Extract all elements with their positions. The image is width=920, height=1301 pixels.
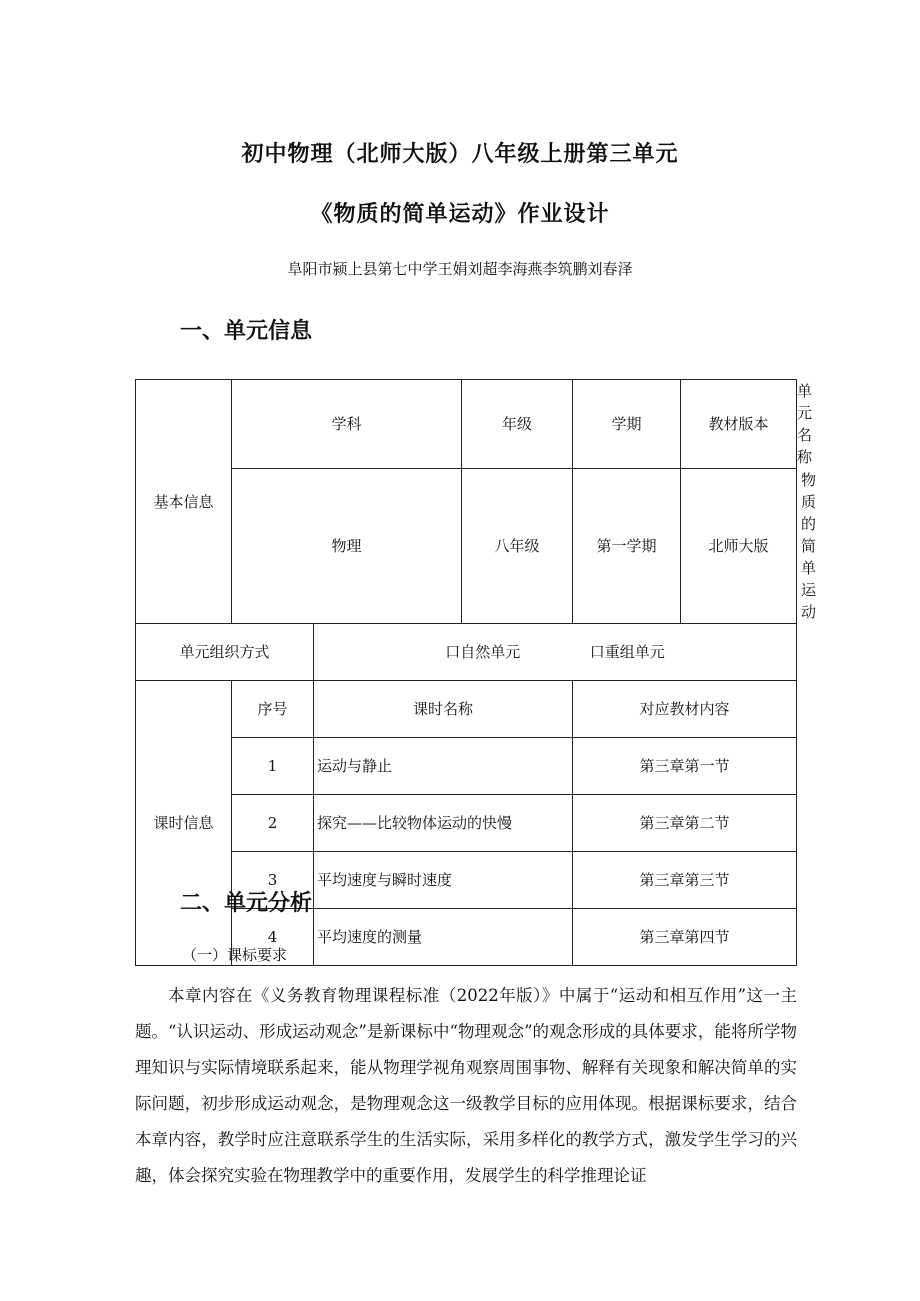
- lesson-content: 第三章第一节: [573, 738, 797, 795]
- section-heading-unit-analysis: 二、单元分析: [180, 891, 313, 916]
- authors-line: 阜阳市颍上县第七中学王娟刘超李海燕李筑鹏刘春泽: [287, 260, 633, 278]
- lesson-name: 探究——比较物体运动的快慢: [314, 795, 573, 852]
- org-method-label: 单元组织方式: [136, 624, 314, 681]
- subsection-heading: （一）课标要求: [182, 946, 288, 964]
- value-cell-subject: 物理: [232, 469, 462, 624]
- header-cell-subject: 学科: [232, 380, 462, 469]
- lesson-name: 运动与静止: [314, 738, 573, 795]
- option-natural-unit[interactable]: 口自然单元: [445, 643, 521, 661]
- lesson-name: 平均速度的测量: [314, 909, 573, 966]
- org-method-options: [314, 624, 797, 681]
- lesson-no: 4: [232, 909, 314, 966]
- section-heading-unit-info: 一、单元信息: [180, 319, 313, 344]
- lesson-no: 3: [232, 852, 314, 909]
- option-regroup-unit[interactable]: 口重组单元: [589, 643, 665, 661]
- lesson-no: 1: [232, 738, 314, 795]
- lesson-header-content: 对应教材内容: [573, 681, 797, 738]
- lesson-header-name: 课时名称: [314, 681, 573, 738]
- lesson-info-label: 课时信息: [136, 681, 232, 966]
- unit-info-table: 基本信息 学科 年级 学期 教材版本 单元名称 物理 八年级 第一学期 北师大版 物质的简单运动 单元组织方式 口自然单元 口重组单元 课时信息 序号 课时名称 对应教材内容 1 运动与静止 第三章第一节 2 探究——比较物体运动的快慢 第三章第二节 3 平均速度与瞬时速度 第三章第三节 4 平均速度的测量 第三章第四节: [135, 379, 797, 966]
- lesson-name: 平均速度与瞬时速度: [314, 852, 573, 909]
- lesson-content: 第三章第二节: [573, 795, 797, 852]
- header-cell-grade: 年级: [462, 380, 573, 469]
- body-paragraph: 本章内容在《义务教育物理课程标准（2022年版）》中属于“运动和相互作用”这一主题。“认识运动、形成运动观念”是新课标中“物理观念”的观念形成的具体要求，能将所学物理知识与实际情境联系起来，能从物理学视角观察周围事物、解释有关现象和解决简单的实际问题，初步形成运动观念，是物理观念这一级教学目标的应用体现。根据课标要求，结合本章内容，教学时应注意联系学生的生活实际，采用多样化的教学方式，激发学生学习的兴趣，体会探究实验在物理教学中的重要作用，发展学生的科学推理论证: [135, 986, 797, 1185]
- basic-info-label: 基本信息: [136, 380, 232, 624]
- value-cell-edition: 北师大版: [681, 469, 797, 624]
- lesson-no: 2: [232, 795, 314, 852]
- table-row: [136, 738, 797, 795]
- body-paragraph-container: [135, 978, 797, 1194]
- value-cell-grade: 八年级: [462, 469, 573, 624]
- lesson-content: 第三章第三节: [573, 852, 797, 909]
- header-cell-edition: 教材版本: [681, 380, 797, 469]
- header-cell-semester: 学期: [573, 380, 681, 469]
- document-title-line1: 初中物理（北师大版）八年级上册第三单元: [241, 142, 679, 167]
- value-cell-semester: 第一学期: [573, 469, 681, 624]
- table-row: [136, 795, 797, 852]
- lesson-content: 第三章第四节: [573, 909, 797, 966]
- document-title-line2: 《物质的简单运动》作业设计: [310, 202, 610, 227]
- lesson-header-no: 序号: [232, 681, 314, 738]
